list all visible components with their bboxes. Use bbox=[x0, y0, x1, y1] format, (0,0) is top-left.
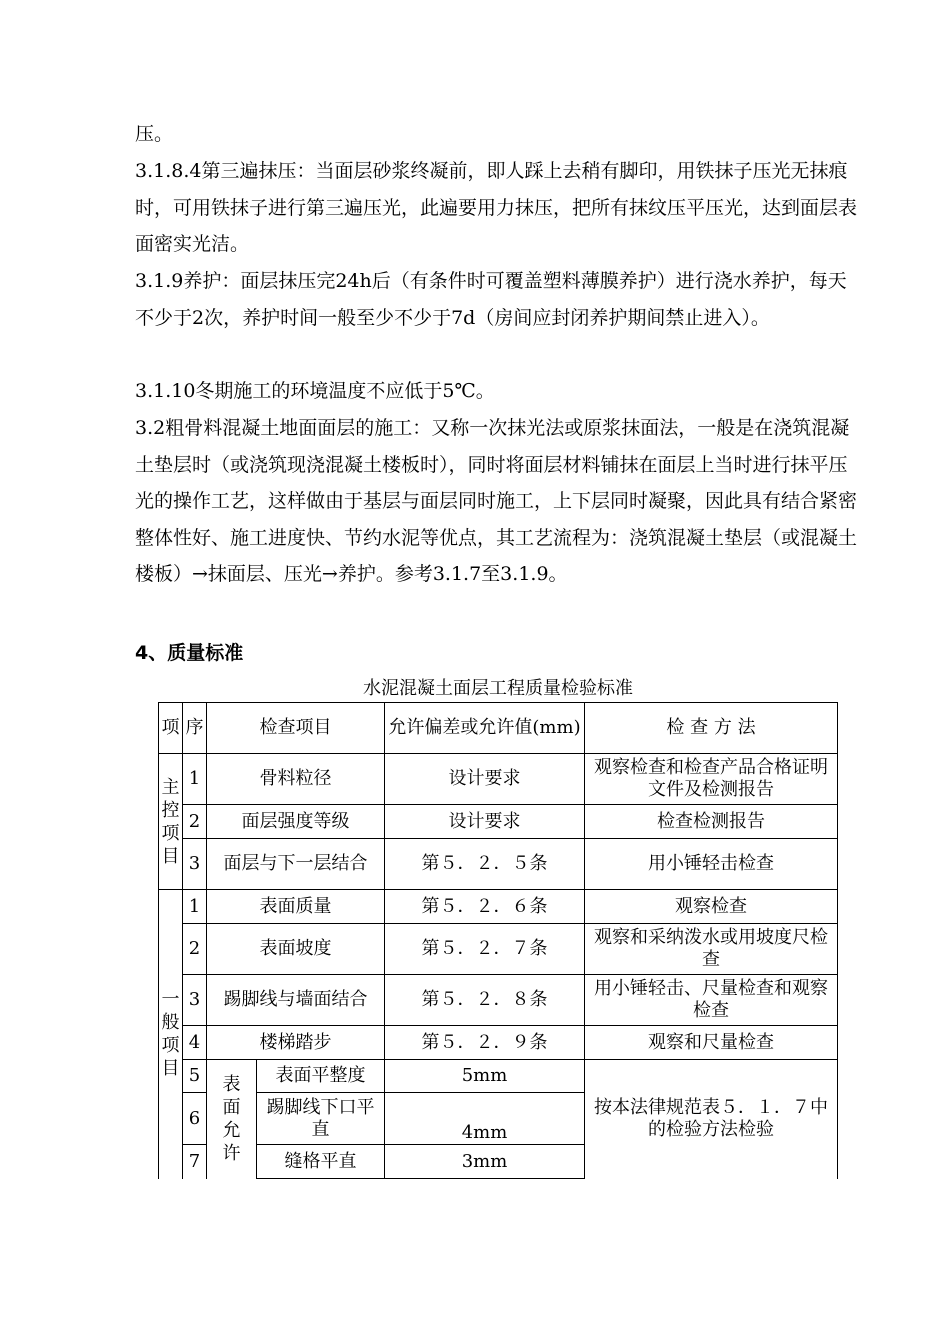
table-row bbox=[159, 805, 838, 839]
main-group-cell bbox=[159, 754, 183, 890]
general-group-cell bbox=[159, 890, 183, 1179]
row-tolerance: 第５．２．６条 bbox=[385, 890, 585, 924]
header-item: 项 bbox=[159, 703, 183, 754]
row-check: 缝格平直 bbox=[257, 1145, 385, 1179]
row-method: 观察检查和检查产品合格证明文件及检测报告 bbox=[585, 754, 838, 805]
tolerance-group-label: 表面允许 bbox=[222, 1074, 241, 1165]
row-seq: 1 bbox=[183, 890, 207, 924]
row-seq: 2 bbox=[183, 924, 207, 975]
table-row bbox=[159, 1060, 838, 1093]
row-check: 楼梯踏步 bbox=[207, 1026, 385, 1060]
header-check: 检查项目 bbox=[207, 703, 385, 754]
table-title: 水泥混凝土面层工程质量检验标准 bbox=[363, 678, 633, 699]
table-row bbox=[159, 975, 838, 1026]
table-header-row bbox=[159, 703, 838, 754]
row-seq: 7 bbox=[183, 1145, 207, 1179]
table-row bbox=[159, 839, 838, 890]
row-method: 观察检查 bbox=[585, 890, 838, 924]
paragraph-3-2: 3.2粗骨料混凝土地面面层的施工：又称一次抹光法或原浆抹面法，一般是在浇筑混凝土垫层时（或浇筑现浇混凝土楼板时），同时将面层材料铺抹在面层上当时进行抹平压光的操作工艺，这样做由于基层与面层同时施工，上下层同时凝聚，因此具有结合紧密整体性好、施工进度快、节约水泥等优点，其工艺流程为：浇筑混凝土垫层（或混凝土楼板）→抹面层、压光→养护。参考3.1.7至3.1.9。 bbox=[135, 417, 858, 585]
row-method: 检查检测报告 bbox=[585, 805, 838, 839]
row-tolerance: 第５．２．５条 bbox=[385, 839, 585, 890]
row-seq: 2 bbox=[183, 805, 207, 839]
table-row bbox=[159, 890, 838, 924]
section-heading: 4、质量标准 bbox=[135, 642, 244, 664]
header-seq: 序 bbox=[183, 703, 207, 754]
table-row bbox=[159, 754, 838, 805]
quality-standard-table bbox=[158, 702, 838, 1179]
row-seq: 4 bbox=[183, 1026, 207, 1060]
paragraph-3-1-8-4: 3.1.8.4第三遍抹压：当面层砂浆终凝前，即人踩上去稍有脚印，用铁抹子压光无抹痕时，可用铁抹子进行第三遍压光，此遍要用力抹压，把所有抹纹压平压光，达到面层表面密实光洁。 bbox=[135, 160, 858, 255]
row-seq: 1 bbox=[183, 754, 207, 805]
row-tolerance: 设计要求 bbox=[385, 805, 585, 839]
row-tolerance: 3mm bbox=[385, 1145, 585, 1179]
table-row bbox=[159, 1026, 838, 1060]
row-tolerance: 4mm bbox=[385, 1093, 585, 1145]
row-tolerance: 第５．２．８条 bbox=[385, 975, 585, 1026]
general-group-label: 一般项目 bbox=[161, 989, 180, 1080]
row-method: 用小锤轻击检查 bbox=[585, 839, 838, 890]
tolerance-group-cell bbox=[207, 1060, 257, 1179]
row-tolerance: 第５．２．７条 bbox=[385, 924, 585, 975]
row-method: 观察和采纳泼水或用坡度尺检查 bbox=[585, 924, 838, 975]
row-check: 表面坡度 bbox=[207, 924, 385, 975]
row-seq: 6 bbox=[183, 1093, 207, 1145]
row-seq: 3 bbox=[183, 839, 207, 890]
row-check: 面层与下一层结合 bbox=[207, 839, 385, 890]
table-row bbox=[159, 924, 838, 975]
row-seq: 5 bbox=[183, 1060, 207, 1093]
row-method: 观察和尺量检查 bbox=[585, 1026, 838, 1060]
row-tolerance: 设计要求 bbox=[385, 754, 585, 805]
row-tolerance: 第５．２．９条 bbox=[385, 1026, 585, 1060]
paragraph-continuation: 压。 bbox=[135, 123, 174, 145]
row-method: 按本法律规范表５．１．７中的检验方法检验 bbox=[585, 1060, 838, 1179]
row-check: 骨料粒径 bbox=[207, 754, 385, 805]
row-check: 面层强度等级 bbox=[207, 805, 385, 839]
paragraph-3-1-10: 3.1.10冬期施工的环境温度不应低于5℃。 bbox=[135, 380, 495, 402]
row-tolerance: 5mm bbox=[385, 1060, 585, 1093]
row-check: 踢脚线下口平直 bbox=[257, 1093, 385, 1145]
main-group-label: 主控项目 bbox=[161, 776, 180, 867]
row-seq: 3 bbox=[183, 975, 207, 1026]
header-method: 检 查 方 法 bbox=[585, 703, 838, 754]
row-check: 表面平整度 bbox=[257, 1060, 385, 1093]
row-check: 踢脚线与墙面结合 bbox=[207, 975, 385, 1026]
paragraph-3-1-9: 3.1.9养护：面层抹压完24h后（有条件时可覆盖塑料薄膜养护）进行浇水养护，每天不少于2次，养护时间一般至少不少于7d（房间应封闭养护期间禁止进入）。 bbox=[135, 270, 847, 329]
row-method: 用小锤轻击、尺量检查和观察检查 bbox=[585, 975, 838, 1026]
header-tolerance: 允许偏差或允许值(mm) bbox=[385, 703, 585, 754]
row-check: 表面质量 bbox=[207, 890, 385, 924]
